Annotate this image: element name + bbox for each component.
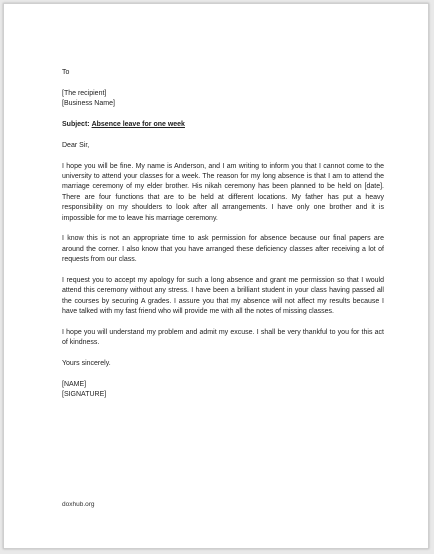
document-page <box>3 3 429 549</box>
recipient-placeholder: [The recipient] <box>62 89 107 97</box>
letter-body <box>62 68 384 401</box>
salutation: Dear Sir, <box>62 141 90 149</box>
paragraph-1: I hope you will be fine. My name is Anderson, and I am writing to inform you that I cannot come to the university to attend your classes for a week. The reason for my long absence is that I am to attend the marriage ceremony of my elder brother. His nikah ceremony has been planned to be held on [date]. There are four functions that are to be held at different locations. My father has put a heavy responsibility on my shoulders to look after all arrangements. I have only one brother and it is impossible for me to leave his marriage ceremony. <box>62 162 384 222</box>
paragraph-2: I know this is not an appropriate time to ask permission for absence because our final papers are around the corner. I also know that you have arranged these deficiency classes after receiving a lot of requests from our class. <box>62 235 384 264</box>
subject-label: Subject: <box>62 121 90 128</box>
subject-line <box>62 120 384 130</box>
name-placeholder: [NAME] <box>62 381 87 389</box>
closing: Yours sincerely. <box>62 360 111 368</box>
to-label: To <box>62 69 70 76</box>
subject-text: Absence leave for one week <box>91 121 185 128</box>
footer-site: doxhub.org <box>62 501 95 508</box>
business-name-placeholder: [Business Name] <box>62 100 115 108</box>
paragraph-3: I request you to accept my apology for such a long absence and grant me permission so that I would attend this ceremony without any stress. I have been a brilliant student in your class having passed all the courses by securing A grades. I assure you that my absence will not affect my results because I have talked with my fast friend who will provide me with all the notes of missing classes. <box>62 277 384 316</box>
signature-placeholder: [SIGNATURE] <box>62 391 107 399</box>
paragraph-4: I hope you will understand my problem and admit my excuse. I shall be very thankful to you for this act of kindness. <box>62 329 384 347</box>
